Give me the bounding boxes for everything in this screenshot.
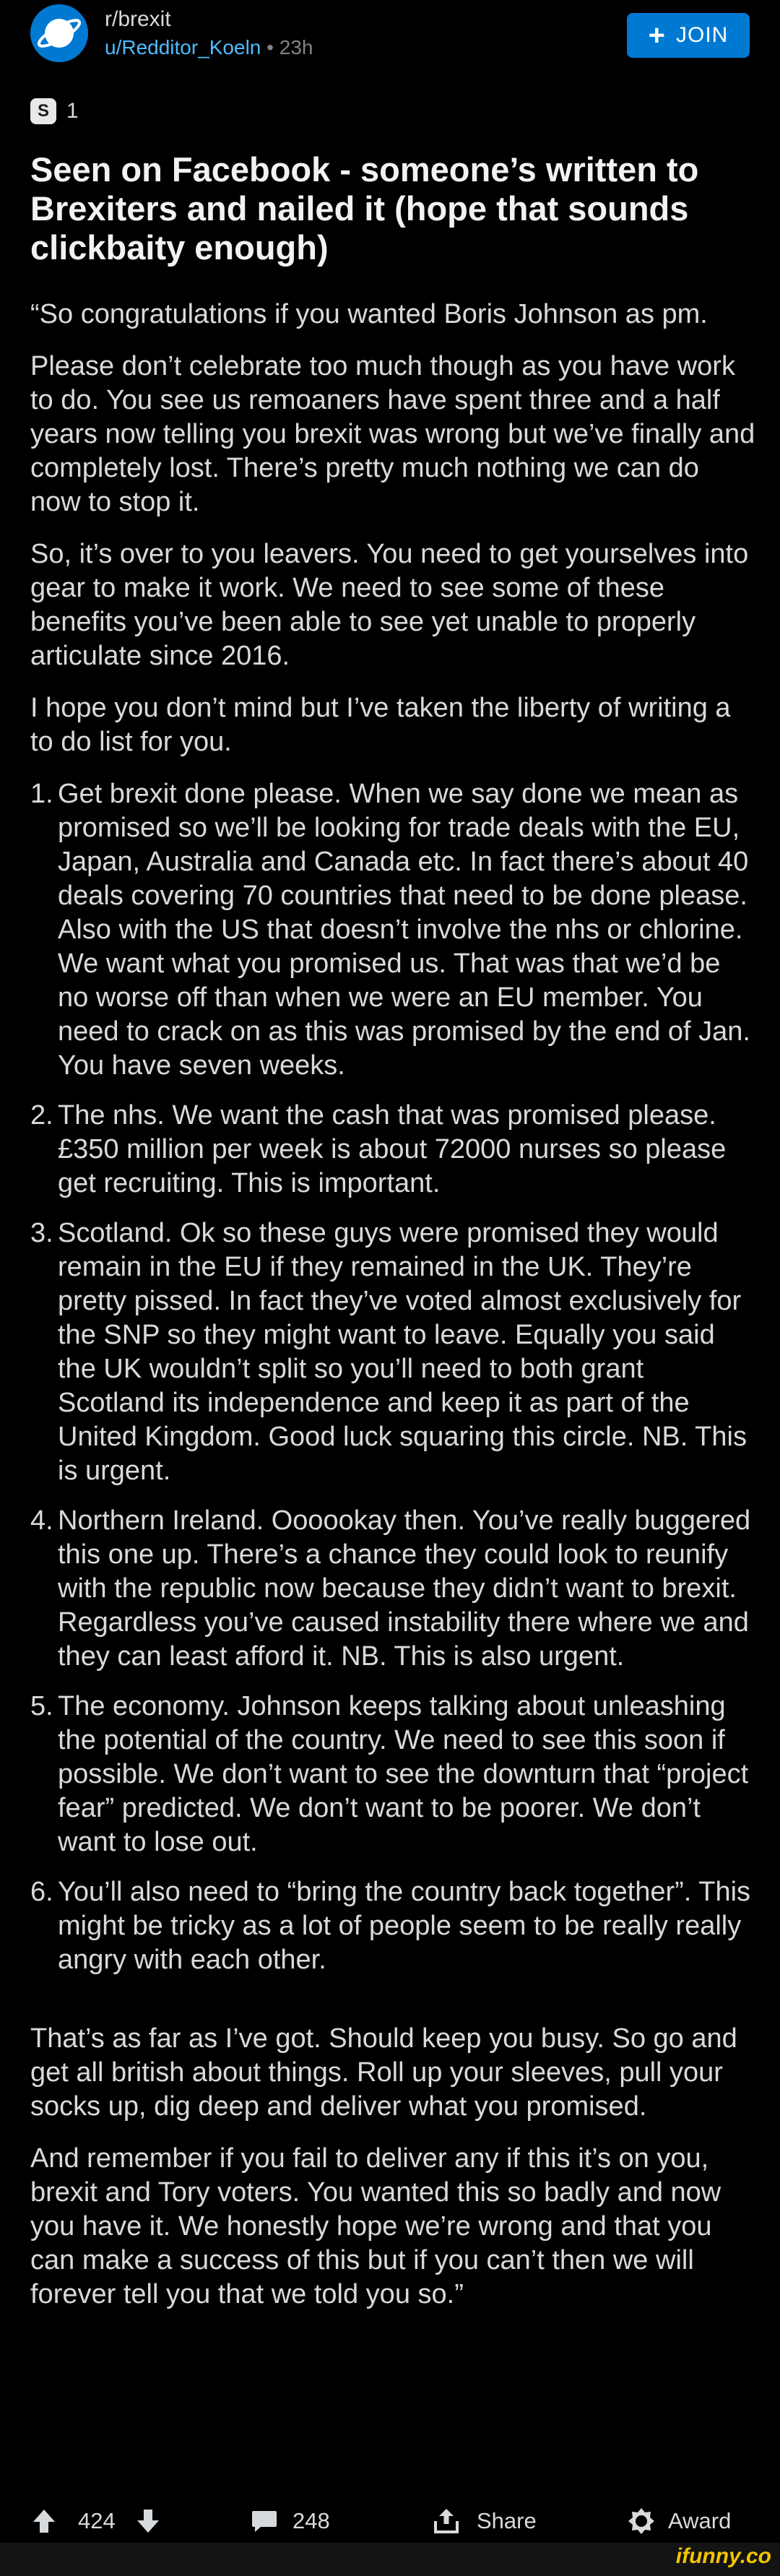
list-item-text: You’ll also need to “bring the country back together”. This might be tricky as a lot of people seem to be really really angry with each other.: [58, 1877, 751, 1975]
list-item-text: The nhs. We want the cash that was promised please. £350 million per week is about 72000 nurses so please get recruiting. This is important.: [58, 1100, 727, 1198]
list-item-number: 2.: [30, 1100, 53, 1131]
subreddit-name[interactable]: r/brexit: [105, 7, 171, 31]
plus-icon: +: [648, 20, 666, 51]
comment-count[interactable]: 248: [292, 2508, 330, 2533]
list-item: [30, 1690, 756, 1859]
vote-score: 424: [78, 2508, 116, 2533]
list-item: [30, 1099, 756, 1201]
list-item-number: 3.: [30, 1218, 53, 1248]
list-item: [30, 1504, 756, 1674]
body-paragraph: “So congratulations if you wanted Boris Johnson as pm.: [30, 299, 708, 329]
post-age: 23h: [279, 36, 313, 59]
list-item-number: 1.: [30, 779, 53, 809]
planet-icon: [30, 4, 88, 62]
post-title[interactable]: Seen on Facebook - someone’s written to Brexiters and nailed it (hope that sounds clickbaity enough): [30, 150, 699, 267]
body-paragraph: So, it’s over to you leavers. You need to get yourselves into gear to make it work. We need to see some of these benefits you’ve been able to see yet unable to properly articulate since 2016.: [30, 539, 749, 671]
list-item-number: 5.: [30, 1691, 53, 1721]
list-item-text: The economy. Johnson keeps talking about unleashing the potential of the country. We need to see this soon if possible. We don’t want to see the downturn that “project fear” predicted. We don’t want to be poorer. We don’t want to lose out.: [58, 1691, 749, 1857]
share-icon[interactable]: [432, 2499, 461, 2543]
join-label: JOIN: [676, 23, 729, 47]
award-button[interactable]: Award: [668, 2508, 732, 2533]
comment-icon[interactable]: [251, 2499, 278, 2543]
watermark-bar: [0, 2543, 780, 2576]
list-item: [30, 1875, 756, 1977]
todo-list: [30, 777, 756, 1977]
post-body: [30, 298, 756, 2330]
body-paragraph: That’s as far as I’ve got. Should keep you busy. So go and get all british about things. Roll up your sleeves, pull your socks up, dig deep and deliver what you promised.: [30, 2023, 737, 2122]
post-meta: [105, 36, 313, 59]
list-item: [30, 1216, 756, 1488]
author-username[interactable]: u/Redditor_Koeln: [105, 36, 261, 59]
post-header: [0, 0, 780, 94]
body-paragraph: Please don’t celebrate too much though as you have work to do. You see us remoaners have spent three and a half years now telling you brexit was wrong but we’ve finally and completely lost. There’s pretty much nothing we can do now to stop it.: [30, 351, 755, 517]
post-awards[interactable]: [30, 94, 79, 129]
downvote-icon[interactable]: [136, 2499, 160, 2543]
list-item-text: Get brexit done please. When we say done we mean as promised so we’ll be looking for trade deals with the EU, Japan, Australia and Canada etc. In fact there’s about 40 deals covering 70 countries that need to be done please. Also with the US that doesn’t involve the nhs or chlorine. We want what you promised us. That was that we’d be no worse off than when we were an EU member. You need to crack on as this was promised by the end of Jan. You have seven weeks.: [58, 779, 750, 1081]
meta-separator: •: [266, 36, 274, 59]
subreddit-avatar[interactable]: [30, 4, 88, 62]
join-button[interactable]: [627, 13, 750, 58]
upvote-icon[interactable]: [32, 2499, 56, 2543]
silver-award-icon: S: [30, 98, 56, 124]
post-actions: [0, 2499, 780, 2543]
award-icon[interactable]: [627, 2499, 656, 2543]
list-item-number: 4.: [30, 1505, 53, 1536]
list-item: [30, 777, 756, 1083]
body-paragraph: And remember if you fail to deliver any if this it’s on you, brexit and Tory voters. You wanted this so badly and now you have it. We honestly hope we’re wrong and that you can make a success of this but if you can’t then we will forever tell you that we told you so.”: [30, 2143, 722, 2309]
award-count: 1: [66, 99, 79, 123]
list-item-text: Scotland. Ok so these guys were promised they would remain in the EU if they remained in the UK. They’re pretty pissed. In fact they’ve voted almost exclusively for the SNP so they might want to leave. Equally you said the UK wouldn’t split so you’ll need to both grant Scotland its independence and keep it as part of the United Kingdom. Good luck squaring this circle. NB. This is urgent.: [58, 1218, 747, 1486]
list-item-number: 6.: [30, 1877, 53, 1907]
ifunny-watermark: ifunny.co: [675, 2544, 771, 2568]
share-button[interactable]: Share: [477, 2508, 537, 2533]
list-item-text: Northern Ireland. Oooookay then. You’ve really buggered this one up. There’s a chance they could look to reunify with the republic now because they didn’t want to brexit. Regardless you’ve caused instability there where we and they can least afford it. NB. This is also urgent.: [58, 1505, 751, 1672]
body-paragraph: I hope you don’t mind but I’ve taken the liberty of writing a to do list for you.: [30, 693, 731, 757]
